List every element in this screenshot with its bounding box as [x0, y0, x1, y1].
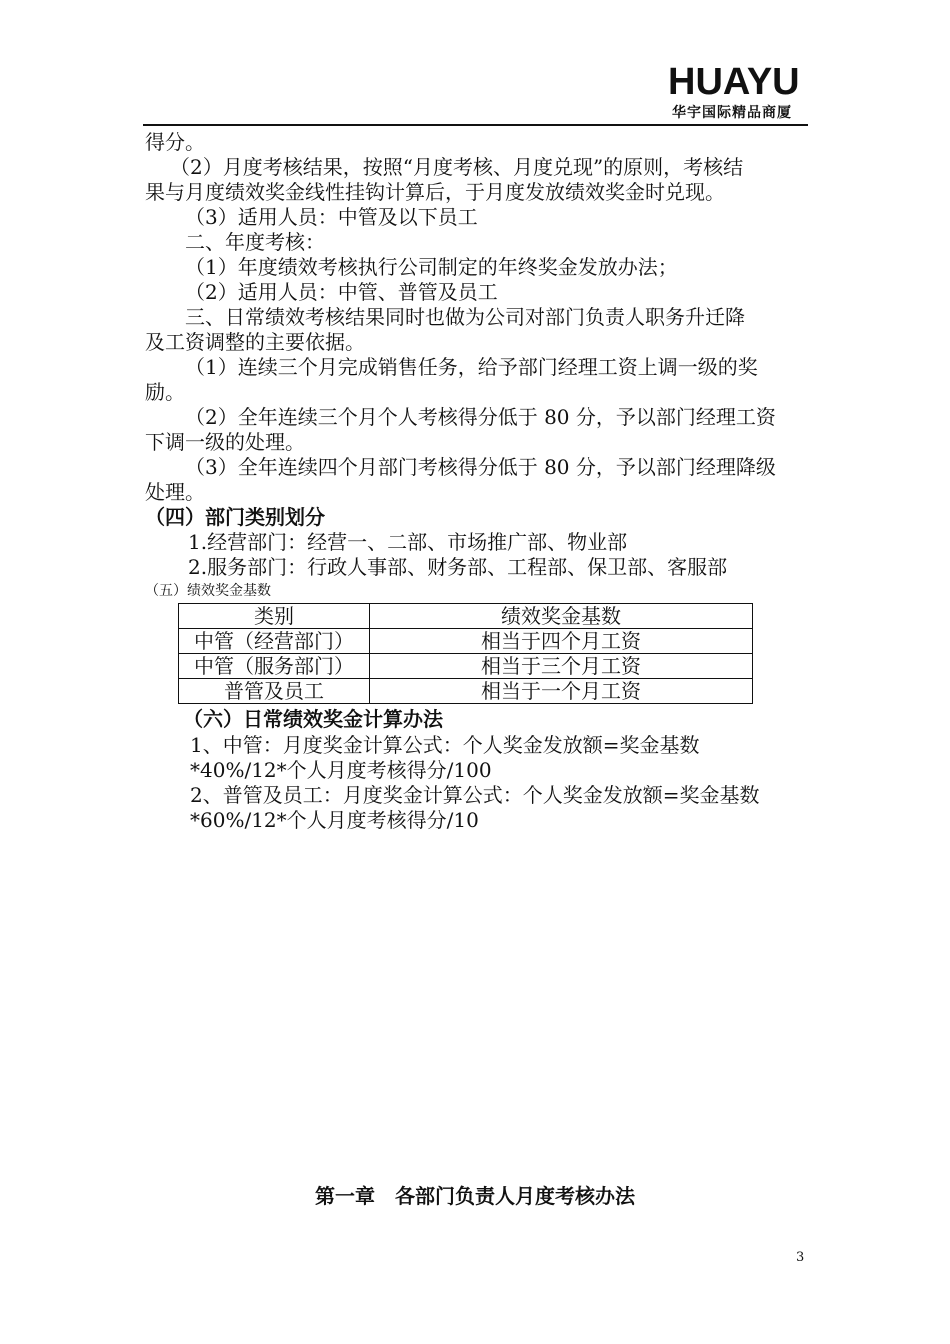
table-cell: 中管（经营部门）: [179, 629, 370, 654]
department-item: 2.服务部门：行政人事部、财务部、工程部、保卫部、客服部: [188, 555, 728, 579]
body-line: 及工资调整的主要依据。: [145, 330, 365, 354]
body-line: （2）月度考核结果，按照“月度考核、月度兑现”的原则，考核结: [170, 155, 744, 179]
formula-line: *40%/12*个人月度考核得分/100: [190, 758, 492, 782]
body-line: （3）适用人员：中管及以下员工: [185, 205, 478, 229]
table-row: [179, 629, 753, 654]
section-heading: （五）绩效奖金基数: [145, 583, 271, 599]
section-heading: （四）部门类别划分: [145, 505, 325, 529]
table-cell: 相当于一个月工资: [370, 679, 753, 704]
body-line: 果与月度绩效奖金线性挂钩计算后，于月度发放绩效奖金时兑现。: [145, 180, 725, 204]
body-line: 二、年度考核：: [185, 230, 325, 254]
body-line: 得分。: [145, 130, 205, 154]
chapter-title: 第一章 各部门负责人月度考核办法: [315, 1184, 635, 1208]
formula-line: *60%/12*个人月度考核得分/10: [190, 808, 479, 832]
body-line: （1）连续三个月完成销售任务，给予部门经理工资上调一级的奖: [185, 355, 758, 379]
table-row: [179, 654, 753, 679]
body-line: 处理。: [145, 480, 205, 504]
department-item: 1.经营部门：经营一、二部、市场推广部、物业部: [188, 530, 628, 554]
table-cell: 相当于三个月工资: [370, 654, 753, 679]
body-line: （2）适用人员：中管、普管及员工: [185, 280, 498, 304]
company-logo: [668, 62, 810, 124]
bonus-base-table: [178, 603, 753, 704]
table-row: [179, 679, 753, 704]
body-line: 三、日常绩效考核结果同时也做为公司对部门负责人职务升迁降: [185, 305, 745, 329]
body-line: 励。: [145, 380, 185, 404]
logo-text: HUAYU: [668, 61, 800, 103]
table-cell: 中管（服务部门）: [179, 654, 370, 679]
body-line: （1）年度绩效考核执行公司制定的年终奖金发放办法；: [185, 255, 678, 279]
section-heading: （六）日常绩效奖金计算办法: [183, 707, 443, 731]
header-divider: [143, 124, 808, 126]
body-line: （3）全年连续四个月部门考核得分低于 80 分，予以部门经理降级: [185, 455, 776, 479]
table-header-cell: 类别: [179, 604, 370, 629]
formula-line: 2、普管及员工：月度奖金计算公式：个人奖金发放额=奖金基数: [190, 783, 760, 807]
table-cell: 相当于四个月工资: [370, 629, 753, 654]
table-header-cell: 绩效奖金基数: [370, 604, 753, 629]
table-header-row: [179, 604, 753, 629]
formula-line: 1、中管：月度奖金计算公式：个人奖金发放额=奖金基数: [190, 733, 700, 757]
body-line: 下调一级的处理。: [145, 430, 305, 454]
body-line: （2）全年连续三个月个人考核得分低于 80 分，予以部门经理工资: [185, 405, 776, 429]
table-cell: 普管及员工: [179, 679, 370, 704]
page-number: 3: [796, 1250, 805, 1265]
logo-subtitle: 华宇国际精品商厦: [672, 105, 792, 121]
